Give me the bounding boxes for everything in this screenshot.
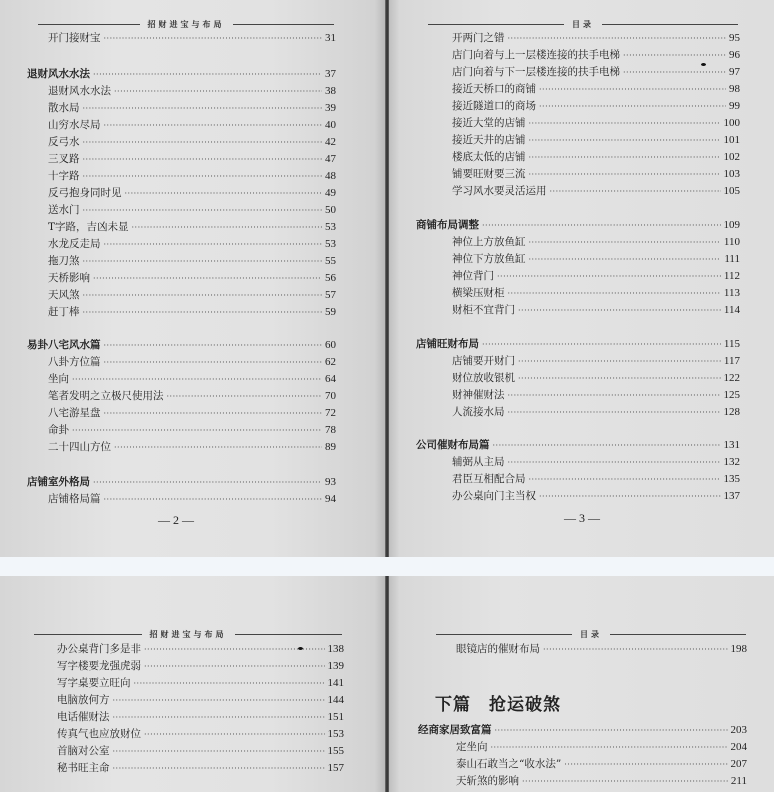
toc-entry	[452, 185, 740, 199]
leader-dots	[83, 204, 323, 217]
toc-entry-title: 店门向着与下一层楼连接的扶手电梯	[452, 66, 620, 78]
toc-entry-title: 天斩煞的影响	[456, 775, 519, 787]
toc-entry	[48, 102, 336, 116]
toc-entry-page: 135	[723, 473, 740, 485]
toc-entry	[452, 32, 740, 46]
toc-entry-page: 151	[327, 711, 344, 723]
rule-line	[235, 634, 343, 635]
leader-dots	[104, 32, 323, 45]
toc-entry-title: 财位放收银机	[452, 372, 515, 384]
toc-entry-title: 送水门	[48, 204, 80, 216]
leader-dots	[495, 724, 728, 737]
toc-entry-page: 114	[723, 304, 740, 316]
leader-dots	[83, 102, 323, 115]
toc-section-entry	[418, 724, 747, 738]
leader-dots	[493, 439, 721, 452]
toc-entry-title: 横梁压财柜	[452, 287, 505, 299]
leader-dots	[83, 255, 323, 268]
leader-dots	[93, 476, 322, 489]
toc-entry-page: 42	[325, 136, 336, 148]
toc-entry-page: 53	[325, 221, 336, 233]
rule-line	[602, 24, 738, 25]
toc-entry-page: 56	[325, 272, 336, 284]
toc-section-entry	[416, 219, 740, 233]
toc-entry-page: 64	[325, 373, 336, 385]
toc-entry-page: 78	[325, 424, 336, 436]
toc-entry-title: 天桥影响	[48, 272, 90, 284]
toc-entry-title: 八卦方位篇	[48, 356, 101, 368]
toc-entry	[452, 253, 740, 267]
toc-entry	[452, 100, 740, 114]
toc-entry	[452, 406, 740, 420]
toc-entry-page: 110	[723, 236, 740, 248]
running-head	[436, 628, 746, 640]
leader-dots	[72, 424, 322, 437]
toc-entry-page: 59	[325, 306, 336, 318]
toc-entry-title: 反弓抱身同时见	[48, 187, 122, 199]
leader-dots	[104, 493, 323, 506]
toc-entry	[452, 168, 740, 182]
toc-entry-title: 商铺布局调整	[416, 219, 479, 231]
toc-entry-page: 97	[729, 66, 740, 78]
ink-speck	[701, 63, 706, 66]
toc-entry	[57, 762, 344, 776]
toc-entry-page: 55	[325, 255, 336, 267]
leader-dots	[72, 373, 322, 386]
toc-entry	[48, 221, 336, 235]
toc-entry-page: 144	[327, 694, 344, 706]
toc-entry	[452, 134, 740, 148]
toc-entry-title: 二十四山方位	[48, 441, 111, 453]
toc-entry-page: 137	[723, 490, 740, 502]
leader-dots	[167, 390, 323, 403]
toc-entry	[452, 355, 740, 369]
leader-dots	[518, 355, 721, 368]
toc-entry	[57, 711, 344, 725]
toc-entry-page: 95	[729, 32, 740, 44]
leader-dots	[508, 32, 727, 45]
toc-entry	[48, 153, 336, 167]
leader-dots	[522, 775, 728, 788]
leader-dots	[93, 272, 322, 285]
toc-entry-title: 办公桌背门多是非	[57, 643, 141, 655]
leader-dots	[104, 238, 323, 251]
toc-entry-page: 49	[325, 187, 336, 199]
rule-line	[34, 634, 142, 635]
toc-entry-title: 店铺旺财布局	[416, 338, 479, 350]
toc-entry-title: 楼底太低的店铺	[452, 151, 526, 163]
running-head	[428, 18, 738, 30]
leader-dots	[104, 356, 323, 369]
leader-dots	[529, 236, 721, 249]
toc-entry-title: 财神催财法	[452, 389, 505, 401]
leader-dots	[508, 406, 721, 419]
toc-entry-page: 40	[325, 119, 336, 131]
toc-entry-page: 105	[723, 185, 740, 197]
toc-entry	[452, 151, 740, 165]
toc-entry-title: 十字路	[48, 170, 80, 182]
toc-entry-page: 38	[325, 85, 336, 97]
running-head-text: 目录	[580, 628, 602, 639]
toc-section-entry	[416, 439, 740, 453]
toc-entry-title: 易卦八宅风水篇	[27, 339, 101, 351]
leader-dots	[125, 187, 323, 200]
toc-entry-page: 96	[729, 49, 740, 61]
page-5	[388, 576, 774, 792]
leader-dots	[543, 643, 728, 656]
toc-entry-title: 坐向	[48, 373, 69, 385]
toc-entry	[57, 728, 344, 742]
toc-entry	[57, 660, 344, 674]
toc-entry-title: 秘书旺主命	[57, 762, 110, 774]
toc-entry-title: 店门向着与上一层楼连接的扶手电梯	[452, 49, 620, 61]
toc-entry-title: 写字楼要龙强虎弱	[57, 660, 141, 672]
leader-dots	[518, 304, 721, 317]
leader-dots	[114, 85, 322, 98]
toc-entry-title: 泰山石敢当之“收水法”	[456, 758, 562, 770]
toc-entry-title: 办公桌向门主当权	[452, 490, 536, 502]
toc-entry-title: 三叉路	[48, 153, 80, 165]
leader-dots	[482, 219, 721, 232]
leader-dots	[497, 270, 721, 283]
toc-entry	[48, 306, 336, 320]
toc-entry	[456, 741, 747, 755]
toc-entry-title: 接近天桥口的商铺	[452, 83, 536, 95]
toc-entry-page: 138	[327, 643, 344, 655]
toc-entry-title: 接近天井的店铺	[452, 134, 526, 146]
leader-dots	[144, 643, 325, 656]
toc-entry	[452, 66, 740, 80]
leader-dots	[623, 49, 726, 62]
toc-entry-page: 50	[325, 204, 336, 216]
toc-entry-title: 店铺室外格局	[27, 476, 90, 488]
toc-entry-title: 财柜不宜背门	[452, 304, 515, 316]
toc-entry-page: 207	[730, 758, 747, 770]
toc-entry-page: 122	[723, 372, 740, 384]
toc-entry-title: 命卦	[48, 424, 69, 436]
toc-entry-title: 公司催财布局篇	[416, 439, 490, 451]
toc-entry-page: 57	[325, 289, 336, 301]
running-head	[38, 18, 334, 30]
toc-entry	[48, 373, 336, 387]
toc-entry	[452, 389, 740, 403]
toc-entry-title: 八宅游星盘	[48, 407, 101, 419]
toc-entry-title: 神位下方放鱼缸	[452, 253, 526, 265]
toc-entry	[57, 643, 344, 657]
toc-entry	[48, 272, 336, 286]
toc-entry-page: 72	[325, 407, 336, 419]
toc-entry-page: 198	[730, 643, 747, 655]
toc-entry	[48, 204, 336, 218]
page-3	[388, 0, 774, 557]
toc-entry-page: 101	[723, 134, 740, 146]
running-head-text: 目录	[572, 18, 594, 29]
toc-entry-page: 93	[325, 476, 336, 488]
toc-entry-title: 店铺要开财门	[452, 355, 515, 367]
toc-entry-page: 128	[723, 406, 740, 418]
leader-dots	[539, 490, 721, 503]
rule-line	[610, 634, 746, 635]
toc-entry	[48, 85, 336, 99]
toc-entry-page: 70	[325, 390, 336, 402]
toc-entry-title: 定坐向	[456, 741, 488, 753]
leader-dots	[539, 83, 726, 96]
toc-entry	[48, 441, 336, 455]
toc-entry-page: 153	[327, 728, 344, 740]
running-head-text: 招财进宝与布局	[147, 18, 225, 29]
leader-dots	[104, 407, 323, 420]
toc-entry-title: 经商家居致富篇	[418, 724, 492, 736]
toc-entry-title: 传真气也应放财位	[57, 728, 141, 740]
toc-entry-title: 开门接财宝	[48, 32, 101, 44]
toc-entry-title: 笔者发明之立极尺使用法	[48, 390, 164, 402]
toc-entry	[452, 473, 740, 487]
rule-line	[436, 634, 572, 635]
toc-entry-page: 100	[723, 117, 740, 129]
leader-dots	[529, 253, 722, 266]
toc-entry	[48, 356, 336, 370]
book-spine	[385, 0, 389, 557]
toc-entry	[452, 236, 740, 250]
toc-entry	[456, 775, 747, 789]
toc-entry	[57, 694, 344, 708]
toc-entry	[48, 255, 336, 269]
toc-entry	[48, 424, 336, 438]
toc-entry-title: 水龙反走局	[48, 238, 101, 250]
toc-entry	[48, 136, 336, 150]
leader-dots	[113, 711, 325, 724]
running-head-text: 招财进宝与布局	[149, 628, 227, 639]
toc-entry-title: 人流接水局	[452, 406, 505, 418]
toc-entry-title: 电脑放何方	[57, 694, 110, 706]
leader-dots	[529, 117, 721, 130]
toc-entry	[48, 238, 336, 252]
leader-dots	[83, 289, 323, 302]
toc-entry-page: 115	[723, 338, 740, 350]
page-2	[0, 0, 386, 557]
leader-dots	[104, 119, 323, 132]
toc-entry-title: 写字桌要立旺向	[57, 677, 131, 689]
toc-entry-page: 125	[723, 389, 740, 401]
toc-section-entry	[27, 476, 336, 490]
toc-entry-title: 辅弼从主局	[452, 456, 505, 468]
toc-entry	[452, 117, 740, 131]
toc-entry-title: 反弓水	[48, 136, 80, 148]
toc-entry-page: 53	[325, 238, 336, 250]
toc-entry-title: 退财风水水法	[48, 85, 111, 97]
toc-section-entry	[27, 339, 336, 353]
toc-entry	[456, 643, 747, 657]
leader-dots	[83, 136, 323, 149]
rule-line	[233, 24, 335, 25]
toc-entry-page: 131	[723, 439, 740, 451]
toc-entry-page: 48	[325, 170, 336, 182]
leader-dots	[132, 221, 322, 234]
leader-dots	[113, 694, 325, 707]
leader-dots	[508, 456, 721, 469]
leader-dots	[134, 677, 325, 690]
leader-dots	[529, 473, 721, 486]
leader-dots	[529, 168, 721, 181]
toc-entry-page: 211	[730, 775, 747, 787]
toc-entry	[48, 289, 336, 303]
toc-entry-title: 接近隧道口的商场	[452, 100, 536, 112]
book-spine	[385, 576, 389, 792]
leader-dots	[93, 68, 322, 81]
toc-entry-page: 94	[325, 493, 336, 505]
toc-entry-title: 电话催财法	[57, 711, 110, 723]
leader-dots	[144, 660, 325, 673]
toc-entry-page: 37	[325, 68, 336, 80]
toc-entry	[48, 119, 336, 133]
toc-entry-title: 开两门之错	[452, 32, 505, 44]
toc-entry-page: 62	[325, 356, 336, 368]
toc-entry	[48, 187, 336, 201]
page-4	[0, 576, 386, 792]
toc-entry-title: 神位背门	[452, 270, 494, 282]
toc-entry-title: 退财风水水法	[27, 68, 90, 80]
toc-entry-page: 117	[723, 355, 740, 367]
toc-entry-title: 拖刀煞	[48, 255, 80, 267]
page-number: — 2 —	[158, 513, 194, 527]
leader-dots	[83, 306, 323, 319]
page-number: — 3 —	[564, 511, 600, 525]
toc-entry-page: 132	[723, 456, 740, 468]
toc-entry	[48, 170, 336, 184]
leader-dots	[482, 338, 721, 351]
toc-entry-title: 铺要旺财要三流	[452, 168, 526, 180]
toc-entry	[452, 490, 740, 504]
toc-entry-page: 31	[325, 32, 336, 44]
leader-dots	[113, 745, 325, 758]
toc-entry-page: 157	[327, 762, 344, 774]
ink-speck	[298, 647, 303, 650]
toc-entry-page: 109	[723, 219, 740, 231]
toc-entry	[452, 456, 740, 470]
toc-entry-title: 神位上方放鱼缸	[452, 236, 526, 248]
toc-entry-title: 君臣互相配合局	[452, 473, 526, 485]
toc-entry	[48, 493, 336, 507]
toc-entry-page: 139	[327, 660, 344, 672]
leader-dots	[623, 66, 726, 79]
toc-entry-page: 204	[730, 741, 747, 753]
toc-entry-page: 141	[327, 677, 344, 689]
toc-entry	[57, 677, 344, 691]
leader-dots	[104, 339, 323, 352]
toc-entry-page: 89	[325, 441, 336, 453]
rule-line	[428, 24, 564, 25]
toc-entry-title: T字路，吉凶未显	[48, 221, 129, 233]
toc-entry-title: 眼镜店的催财布局	[456, 643, 540, 655]
toc-entry	[452, 372, 740, 386]
toc-entry-page: 39	[325, 102, 336, 114]
leader-dots	[529, 134, 721, 147]
toc-section-entry	[416, 338, 740, 352]
leader-dots	[539, 100, 726, 113]
toc-entry-page: 155	[327, 745, 344, 757]
leader-dots	[491, 741, 728, 754]
toc-entry-page: 113	[723, 287, 740, 299]
leader-dots	[529, 151, 721, 164]
toc-entry-page: 60	[325, 339, 336, 351]
part-title: 下篇 抢运破煞	[435, 695, 561, 715]
toc-entry	[48, 32, 336, 46]
toc-entry-page: 111	[724, 253, 740, 265]
leader-dots	[564, 758, 727, 771]
toc-entry	[48, 390, 336, 404]
toc-entry	[452, 83, 740, 97]
leader-dots	[113, 762, 325, 775]
leader-dots	[550, 185, 721, 198]
toc-entry-page: 103	[723, 168, 740, 180]
toc-entry-title: 散水局	[48, 102, 80, 114]
toc-entry	[48, 407, 336, 421]
toc-section-entry	[27, 68, 336, 82]
toc-entry	[452, 287, 740, 301]
running-head	[34, 628, 342, 640]
toc-entry-title: 店铺格局篇	[48, 493, 101, 505]
toc-entry	[452, 270, 740, 284]
toc-entry	[452, 49, 740, 63]
toc-entry	[456, 758, 747, 772]
toc-entry-page: 203	[730, 724, 747, 736]
toc-entry-title: 山穷水尽局	[48, 119, 101, 131]
toc-entry-page: 47	[325, 153, 336, 165]
leader-dots	[83, 170, 323, 183]
toc-entry-title: 接近大堂的店铺	[452, 117, 526, 129]
leader-dots	[144, 728, 325, 741]
leader-dots	[83, 153, 323, 166]
toc-entry-page: 99	[729, 100, 740, 112]
leader-dots	[518, 372, 721, 385]
leader-dots	[508, 287, 721, 300]
scan-spread-2	[0, 576, 774, 792]
toc-entry-title: 学习风水要灵活运用	[452, 185, 547, 197]
leader-dots	[508, 389, 721, 402]
toc-entry-page: 98	[729, 83, 740, 95]
toc-entry-page: 112	[723, 270, 740, 282]
toc-entry-page: 102	[723, 151, 740, 163]
toc-entry-title: 赶丁棒	[48, 306, 80, 318]
toc-entry	[452, 304, 740, 318]
toc-entry-title: 首脑对公室	[57, 745, 110, 757]
rule-line	[38, 24, 140, 25]
leader-dots	[114, 441, 322, 454]
toc-entry	[57, 745, 344, 759]
toc-entry-title: 天风煞	[48, 289, 80, 301]
